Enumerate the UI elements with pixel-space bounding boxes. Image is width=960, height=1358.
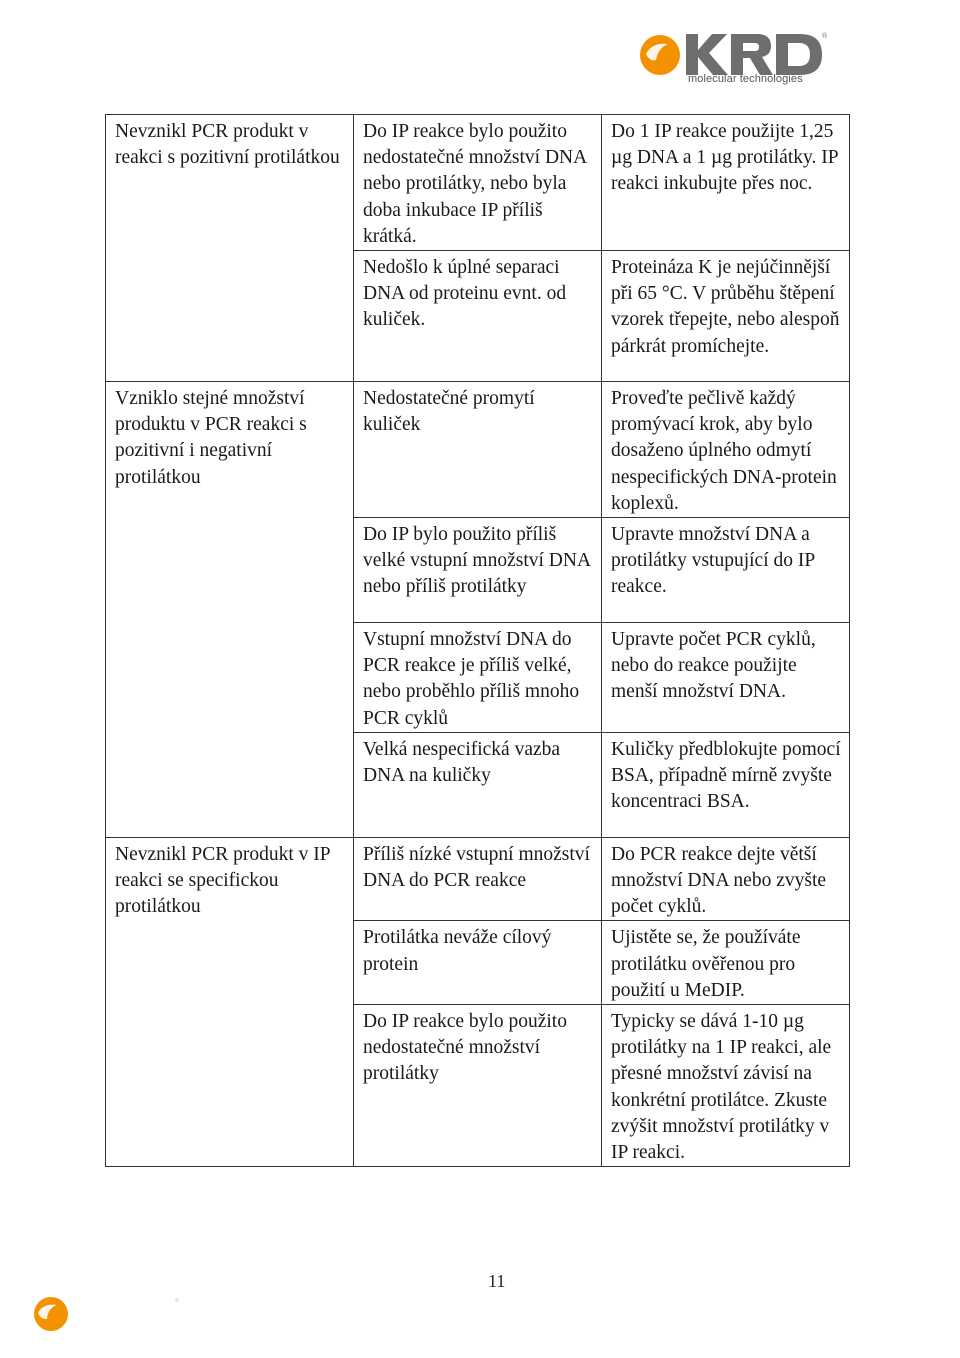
problem-cell: Vzniklo stejné množství produktu v PCR reakci s pozitivní i negativní protilátkou bbox=[106, 382, 354, 838]
solution-cell: Typicky se dává 1-10 µg protilátky na 1 IP reakci, ale přesné množství závisí na konkrétní protilátce. Zkuste zvýšit množství protilátky v IP reakci. bbox=[602, 1005, 850, 1167]
troubleshooting-table bbox=[105, 114, 850, 1167]
problem-cell: Nevznikl PCR produkt v reakci s pozitivní protilátkou bbox=[106, 115, 354, 382]
solution-cell: Upravte počet PCR cyklů, nebo do reakce použijte menší množství DNA. bbox=[602, 623, 850, 733]
problem-cell: Nevznikl PCR produkt v IP reakci se specifickou protilátkou bbox=[106, 837, 354, 1166]
solution-cell: Upravte množství DNA a protilátky vstupující do IP reakce. bbox=[602, 518, 850, 623]
cause-cell: Velká nespecifická vazba DNA na kuličky bbox=[354, 732, 602, 837]
cause-cell: Příliš nízké vstupní množství DNA do PCR reakce bbox=[354, 837, 602, 921]
table-row bbox=[106, 115, 850, 251]
solution-cell: Do PCR reakce dejte větší množství DNA nebo zvyšte počet cyklů. bbox=[602, 837, 850, 921]
solution-cell: Kuličky předblokujte pomocí BSA, případně mírně zvyšte koncentraci BSA. bbox=[602, 732, 850, 837]
footer-logo-icon bbox=[32, 1295, 70, 1333]
footer-dot bbox=[175, 1298, 179, 1302]
cause-cell: Do IP reakce bylo použito nedostatečné množství protilátky bbox=[354, 1005, 602, 1167]
solution-cell: Proveďte pečlivě každý promývací krok, aby bylo dosaženo úplného odmytí nespecifických DNA-protein koplexů. bbox=[602, 382, 850, 518]
solution-cell: Ujistěte se, že používáte protilátku ověřenou pro použití u MeDIP. bbox=[602, 921, 850, 1005]
svg-text:®: ® bbox=[822, 33, 828, 40]
cause-cell: Do IP bylo použito příliš velké vstupní množství DNA nebo příliš protilátky bbox=[354, 518, 602, 623]
cause-cell: Protilátka neváže cílový protein bbox=[354, 921, 602, 1005]
page-number: 11 bbox=[488, 1271, 506, 1291]
table-row bbox=[106, 382, 850, 518]
solution-cell: Proteináza K je nejúčinnější při 65 °C. V průběhu štěpení vzorek třepejte, nebo alespoň párkrát promíchejte. bbox=[602, 251, 850, 382]
logo-subtitle: molecular technologies bbox=[688, 73, 803, 85]
cause-cell: Vstupní množství DNA do PCR reakce je příliš velké, nebo proběhlo příliš mnoho PCR cyklů bbox=[354, 623, 602, 733]
cause-cell: Do IP reakce bylo použito nedostatečné množství DNA nebo protilátky, nebo byla doba inkubace IP příliš krátká. bbox=[354, 115, 602, 251]
table-row bbox=[106, 837, 850, 921]
solution-cell: Do 1 IP reakce použijte 1,25 µg DNA a 1 µg protilátky. IP reakci inkubujte přes noc. bbox=[602, 115, 850, 251]
cause-cell: Nedostatečné promytí kuliček bbox=[354, 382, 602, 518]
cause-cell: Nedošlo k úplné separaci DNA od proteinu evnt. od kuliček. bbox=[354, 251, 602, 382]
